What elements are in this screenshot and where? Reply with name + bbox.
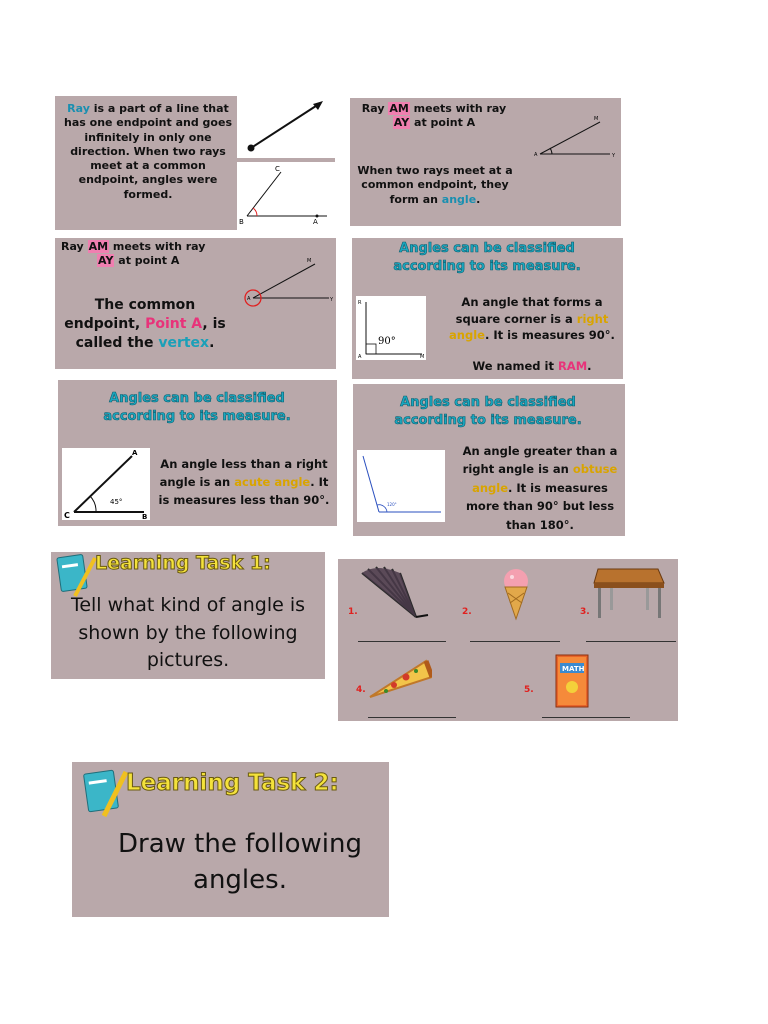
ray-definition-text bbox=[63, 102, 233, 202]
svg-text:B: B bbox=[142, 513, 148, 520]
obtuse-angle-word: obtuse angle bbox=[472, 462, 618, 495]
right-angle-text: An angle that forms a square corner is a right angle. It is measures 90°. bbox=[449, 295, 615, 343]
card-obtuse-angle-title: Angles can be classified according to its measure. bbox=[394, 395, 582, 428]
card-acute-angle-title: Angles can be classified according to its measure. bbox=[103, 391, 291, 424]
vertex-line1: Ray AM meets with ray AY at point A bbox=[61, 240, 206, 268]
answer-blank-2[interactable] bbox=[470, 641, 560, 642]
svg-text:M: M bbox=[420, 354, 425, 360]
acute-angle-diagram bbox=[62, 448, 150, 520]
svg-text:A: A bbox=[247, 296, 251, 302]
math-book-picture bbox=[552, 653, 592, 711]
learning-task-2 bbox=[72, 762, 389, 917]
right-angle-illustration bbox=[356, 296, 426, 360]
obtuse-angle-text: An angle greater than a right angle is an obtuse angle. It is measures more than 90° but less than 180°. bbox=[462, 444, 618, 532]
ray-definition-body: is a part of a line that has one endpoint and goes infinitely in only one direction. When two rays meet at a common endpoint, angles were formed. bbox=[64, 102, 232, 201]
obtuse-angle-diagram bbox=[357, 450, 445, 522]
svg-text:C: C bbox=[64, 511, 70, 520]
point-a-label: Point A bbox=[145, 315, 203, 332]
svg-text:90°: 90° bbox=[378, 336, 396, 347]
ray-diagram bbox=[237, 96, 335, 158]
pictures-card bbox=[338, 559, 678, 721]
card-acute-angle bbox=[58, 380, 337, 526]
card-vertex bbox=[55, 238, 336, 369]
angle-illustration bbox=[237, 162, 335, 230]
angle-word: angle bbox=[441, 192, 477, 206]
vertex-diagram bbox=[235, 252, 335, 322]
svg-text:120°: 120° bbox=[387, 502, 397, 507]
pizza-slice-picture bbox=[366, 657, 432, 701]
svg-text:Y: Y bbox=[612, 153, 616, 159]
svg-text:R: R bbox=[358, 300, 362, 306]
ray-am-ay-diagram bbox=[518, 112, 618, 172]
card-right-angle bbox=[352, 238, 623, 379]
ram-word: RAM bbox=[557, 359, 588, 373]
answer-blank-3[interactable] bbox=[586, 641, 676, 642]
card-rays-meet bbox=[350, 98, 621, 226]
ray-word: Ray bbox=[67, 102, 90, 115]
svg-text:M: M bbox=[594, 116, 599, 122]
answer-blank-5[interactable] bbox=[542, 717, 630, 718]
card-right-angle-title: Angles can be classified according to its measure. bbox=[393, 241, 581, 274]
svg-text:A: A bbox=[132, 449, 138, 457]
obtuse-angle-illustration bbox=[357, 450, 445, 522]
learning-task-1-title: Learning Task 1: bbox=[95, 552, 271, 574]
label-a: A bbox=[313, 218, 318, 226]
picture-number-1: 1. bbox=[348, 607, 358, 617]
label-c: C bbox=[275, 165, 280, 173]
right-angle-diagram bbox=[356, 296, 426, 360]
ray-ay-label: AY bbox=[393, 116, 410, 130]
right-angle-word: right angle bbox=[449, 311, 609, 343]
svg-text:A: A bbox=[534, 152, 538, 158]
picture-number-2: 2. bbox=[462, 607, 472, 617]
learning-task-2-body: Draw the following angles. bbox=[118, 829, 362, 896]
card-ray-definition bbox=[55, 96, 335, 230]
ram-text: We named it RAM. bbox=[472, 359, 592, 373]
book-label: MATH bbox=[562, 665, 585, 673]
acute-angle-illustration bbox=[62, 448, 150, 520]
svg-text:Y: Y bbox=[330, 297, 334, 303]
picture-number-4: 4. bbox=[356, 685, 366, 695]
rays-meet-line2: When two rays meet at a common endpoint, they form an angle. bbox=[357, 164, 513, 206]
notebook-icon bbox=[80, 766, 130, 818]
learning-task-2-title: Learning Task 2: bbox=[126, 770, 339, 796]
hand-fan-picture bbox=[356, 563, 432, 623]
svg-text:45°: 45° bbox=[110, 498, 123, 506]
ray-illustration bbox=[237, 96, 335, 158]
learning-task-1 bbox=[51, 552, 325, 679]
table-picture bbox=[592, 561, 668, 621]
ice-cream-cone-picture bbox=[494, 563, 538, 623]
svg-text:A: A bbox=[358, 354, 362, 360]
svg-text:M: M bbox=[307, 258, 312, 264]
answer-blank-1[interactable] bbox=[358, 641, 446, 642]
ray-am-label: AM bbox=[389, 102, 409, 115]
rays-meet-line1: Ray AM meets with ray AY at point A bbox=[361, 102, 507, 130]
label-b: B bbox=[239, 218, 244, 226]
angle-diagram bbox=[237, 162, 335, 230]
picture-number-5: 5. bbox=[524, 685, 534, 695]
card-obtuse-angle bbox=[353, 384, 625, 536]
learning-task-1-body: Tell what kind of angle is shown by the following pictures. bbox=[70, 594, 306, 672]
picture-number-3: 3. bbox=[580, 607, 590, 617]
acute-angle-word: acute angle bbox=[234, 474, 311, 489]
vertex-line2: The common endpoint, Point A, is called the vertex. bbox=[64, 297, 226, 351]
vertex-word: vertex bbox=[158, 334, 210, 351]
answer-blank-4[interactable] bbox=[368, 717, 456, 718]
acute-angle-text: An angle less than a right angle is an acute angle. It is measures less than 90°. bbox=[158, 457, 330, 507]
